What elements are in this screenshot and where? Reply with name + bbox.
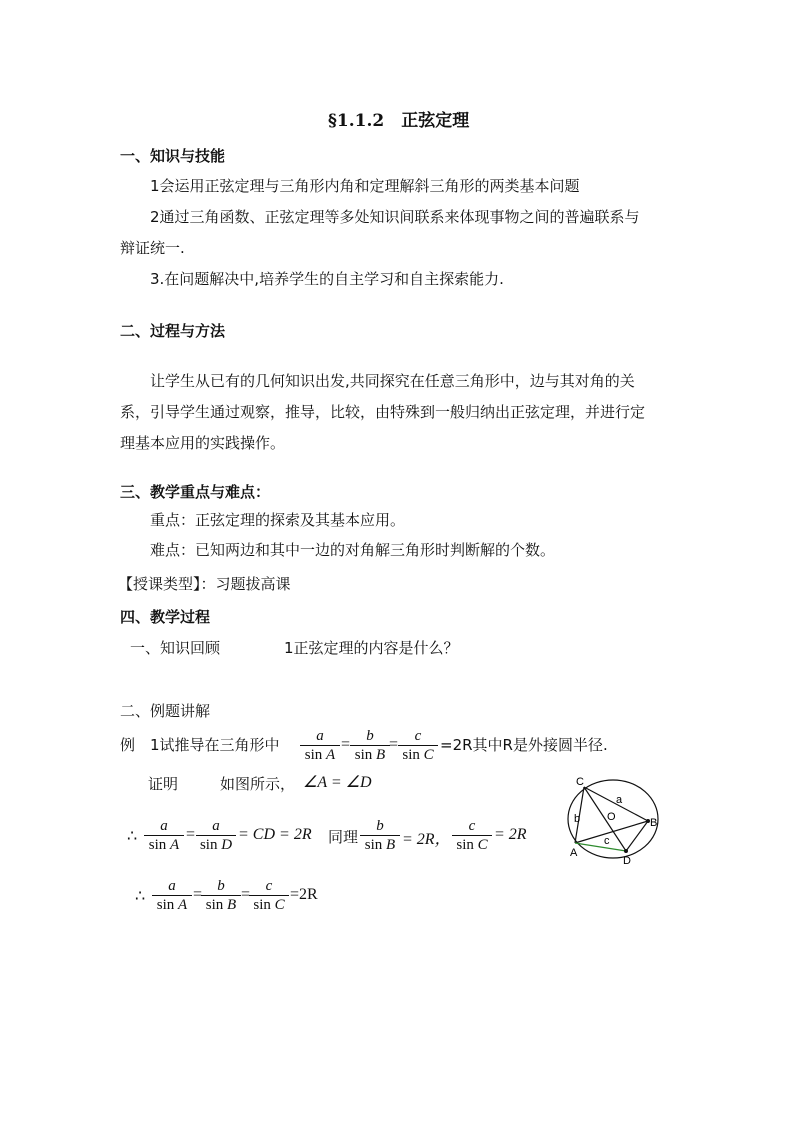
label-c-vertex: C bbox=[576, 776, 584, 788]
equals-sign: = bbox=[186, 826, 196, 843]
paragraph: 让学生从已有的几何知识出发,共同探究在任意三角形中，边与其对角的关 bbox=[150, 372, 635, 390]
proof-label: 证明 bbox=[148, 775, 179, 793]
section-heading-knowledge: 一、知识与技能 bbox=[120, 147, 226, 165]
label-a-vertex: A bbox=[570, 847, 578, 859]
label-d-vertex: D bbox=[623, 855, 631, 867]
angle-equation: ∠A = ∠D bbox=[303, 774, 372, 791]
circumcircle-figure bbox=[560, 772, 675, 872]
proof-text: 如图所示， bbox=[220, 775, 296, 793]
page-title: §1.1.2 正弦定理 bbox=[328, 111, 470, 131]
final-equation: =2R bbox=[290, 886, 318, 903]
key-point: 重点：正弦定理的探索及其基本应用。 bbox=[150, 511, 406, 529]
equals-sign: = bbox=[193, 886, 203, 903]
label-side-b: b bbox=[574, 813, 581, 825]
vertex-dot bbox=[624, 849, 628, 853]
label-b-vertex: B bbox=[650, 817, 658, 829]
therefore-symbol: ∴ bbox=[127, 828, 138, 845]
paragraph: 3.在问题解决中,培养学生的自主学习和自主探索能力. bbox=[150, 270, 504, 288]
fraction-c-over-sinC: c sin C bbox=[452, 817, 492, 854]
review-label: 一、知识回顾 bbox=[130, 639, 221, 657]
fraction-a-over-sinA: a sin A bbox=[300, 727, 340, 764]
section-heading-process: 二、过程与方法 bbox=[120, 322, 226, 340]
eq-2r: = 2R， bbox=[402, 831, 451, 848]
equals-sign: = bbox=[341, 736, 351, 753]
eq-2r: = 2R bbox=[494, 826, 527, 843]
example-prefix: 例 1试推导在三角形中 bbox=[120, 736, 280, 754]
equals-sign: = bbox=[241, 886, 251, 903]
section-heading-keypoints: 三、教学重点与难点： bbox=[120, 483, 271, 501]
paragraph: 2通过三角函数、正弦定理等多处知识间联系来体现事物之间的普遍联系与 bbox=[150, 208, 640, 226]
fraction-a-over-sinA: a sin A bbox=[144, 817, 184, 854]
paragraph: 1会运用正弦定理与三角形内角和定理解斜三角形的两类基本问题 bbox=[150, 177, 580, 195]
lesson-type: 【授课类型】：习题拔高课 bbox=[118, 575, 291, 593]
equals-sign: = bbox=[389, 736, 399, 753]
fraction-c-over-sinC: c sin C bbox=[398, 727, 438, 764]
example-suffix: =2R其中R是外接圆半径. bbox=[440, 736, 608, 754]
cd-equation: = CD = 2R bbox=[238, 826, 312, 843]
label-side-c: c bbox=[604, 835, 610, 847]
paragraph: 理基本应用的实践操作。 bbox=[120, 434, 286, 452]
fraction-a-over-sinD: a sin D bbox=[196, 817, 236, 854]
paragraph: 系，引导学生通过观察，推导，比较，由特殊到一般归纳出正弦定理，并进行定 bbox=[120, 403, 646, 421]
fraction-c-over-sinC: c sin C bbox=[249, 877, 289, 914]
label-side-a: a bbox=[616, 794, 623, 806]
example-heading: 二、例题讲解 bbox=[120, 702, 211, 720]
chord-ab bbox=[575, 821, 648, 843]
chord-ad bbox=[575, 843, 626, 851]
label-center-o: O bbox=[607, 811, 616, 823]
fraction-b-over-sinB: b sin B bbox=[350, 727, 390, 764]
tongli-label: 同理 bbox=[328, 828, 359, 846]
fraction-b-over-sinB: b sin B bbox=[201, 877, 241, 914]
therefore-symbol: ∴ bbox=[135, 888, 146, 905]
section-heading-teaching-process: 四、教学过程 bbox=[120, 608, 211, 626]
paragraph: 辩证统一. bbox=[120, 239, 185, 257]
review-question: 1正弦定理的内容是什么？ bbox=[284, 639, 459, 657]
fraction-b-over-sinB: b sin B bbox=[360, 817, 400, 854]
difficult-point: 难点：已知两边和其中一边的对角解三角形时判断解的个数。 bbox=[150, 541, 556, 559]
fraction-a-over-sinA: a sin A bbox=[152, 877, 192, 914]
